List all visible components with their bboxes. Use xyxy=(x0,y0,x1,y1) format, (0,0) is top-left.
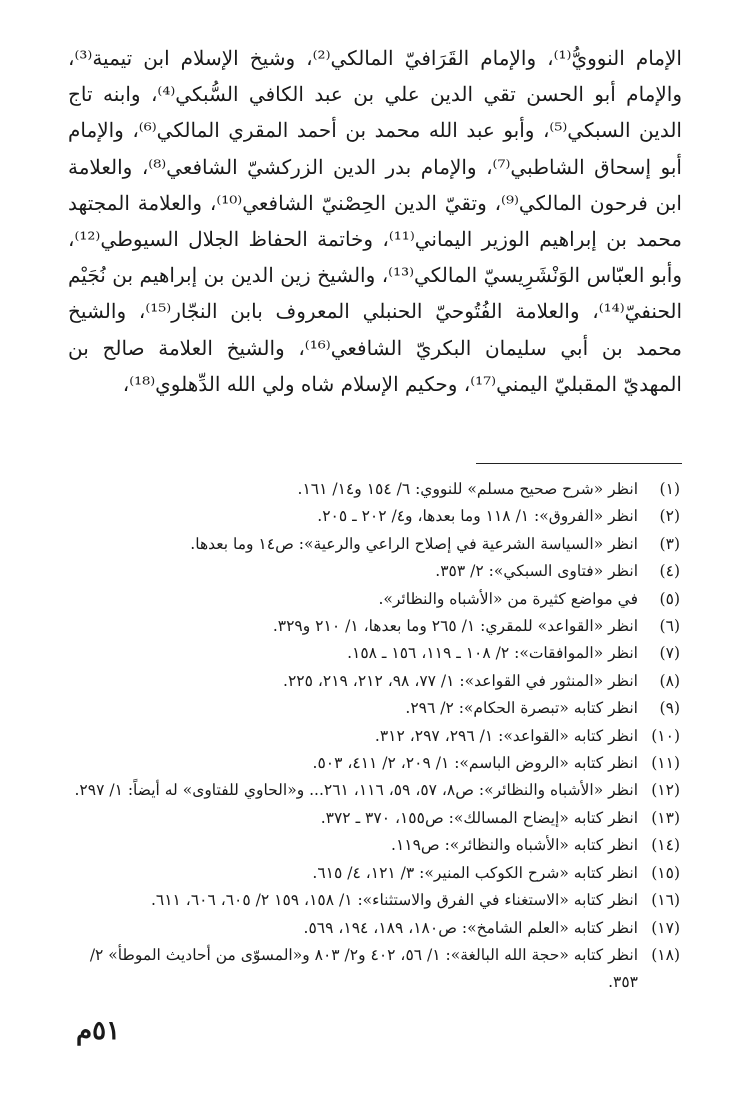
footnote-item xyxy=(60,640,680,667)
footnote-number: (١٦) xyxy=(651,891,680,910)
footnote-number: (٨) xyxy=(659,671,680,690)
footnote-number: (١٤) xyxy=(651,836,680,855)
body-line: وأبو العبّاس الوَنْشَرِيسيّ المالكي⁽¹³⁾، والشيخ زين الدين بن إبراهيم بن نُجَيْم xyxy=(68,263,682,288)
footnote-item xyxy=(60,503,680,530)
footnote-text: انظر كتابه «القواعد»: ١/ ٢٩٦، ٢٩٧، ٣١٢. xyxy=(374,726,638,745)
body-paragraph xyxy=(68,40,682,402)
footnote-text: انظر كتابه «العلم الشامخ»: ص١٨٠، ١٨٩، ١٩٤، ٥٦٩. xyxy=(303,918,638,937)
body-line: المهديّ المقبليّ اليمني⁽¹⁷⁾، وحكيم الإسلام شاه ولي الله الدِّهلوي⁽¹⁸⁾، xyxy=(122,371,682,396)
footnote-item xyxy=(60,668,680,695)
footnote-number: (٩) xyxy=(659,699,680,718)
footnote-item xyxy=(60,805,680,832)
body-line: محمد بن أبي سليمان البكريّ الشافعي⁽¹⁶⁾، والشيخ العلامة صالح بن xyxy=(68,335,682,360)
footnote-number: (١٥) xyxy=(651,863,680,882)
footnote-number: (١) xyxy=(659,480,680,498)
footnote-text: انظر «السياسة الشرعية في إصلاح الراعي والرعية»: ص١٤ وما بعدها. xyxy=(190,534,638,553)
footnote-text: انظر كتابه «حجة الله البالغة»: ١/ ٥٦، ٤٠٢ و٢/ ٨٠٣ و«المسوّى من أحاديث الموطأ» ٢/ ٣٥٣. xyxy=(89,945,638,992)
footnote-item xyxy=(60,613,680,640)
footnote-item xyxy=(60,887,680,914)
footnote-separator xyxy=(476,463,682,464)
footnote-item xyxy=(60,777,680,804)
footnote-number: (١٧) xyxy=(651,918,680,937)
body-line: والإمام أبو الحسن تقي الدين علي بن عبد الكافي السُّبكي⁽⁴⁾، وابنه تاج xyxy=(68,82,682,107)
footnote-item xyxy=(60,586,680,613)
footnote-text: انظر كتابه «تبصرة الحكام»: ٢/ ٢٩٦. xyxy=(405,699,638,718)
footnote-number: (٥) xyxy=(659,589,680,608)
footnote-text: انظر كتابه «إيضاح المسالك»: ص١٥٥، ٣٧٠ ـ ٣٧٢. xyxy=(320,808,638,827)
footnote-text: انظر «الموافقات»: ٢/ ١٠٨ ـ ١١٩، ١٥٦ ـ ١٥٨. xyxy=(347,644,638,663)
footnote-text: انظر «الأشباه والنظائر»: ص٨، ٥٧، ٥٩، ١١٦، ٢٦١... و«الحاوي للفتاوى» له أيضاً: ١/ ٢٩٧. xyxy=(74,781,638,800)
footnote-text: انظر كتابه «الاستغناء في الفرق والاستثناء»: ١/ ١٥٨، ١٥٩ ٢/ ٦٠٥، ٦٠٦، ٦١١. xyxy=(150,891,638,910)
footnote-number: (٣) xyxy=(659,534,680,553)
footnote-number: (٧) xyxy=(659,644,680,663)
footnote-number: (١٢) xyxy=(651,781,680,800)
main-text-block xyxy=(68,40,682,402)
footnote-item xyxy=(60,723,680,750)
footnote-item xyxy=(60,832,680,859)
footnote-item xyxy=(60,695,680,722)
footnote-number: (١٨) xyxy=(651,945,680,964)
footnote-item xyxy=(60,750,680,777)
footnote-number: (١٣) xyxy=(651,808,680,827)
footnote-text: انظر كتابه «الروض الباسم»: ١/ ٢٠٩، ٢/ ٤١١، ٥٠٣. xyxy=(312,754,638,773)
footnote-text: انظر «شرح صحيح مسلم» للنووي: ٦/ ١٥٤ و١٤/ ١٦١. xyxy=(297,480,638,498)
footnote-item xyxy=(60,915,680,942)
footnote-number: (١١) xyxy=(651,754,680,773)
footnote-number: (٢) xyxy=(659,507,680,526)
body-line: ابن فرحون المالكي⁽⁹⁾، وتقيّ الدين الحِصْنيّ الشافعي⁽¹⁰⁾، والعلامة المجتهد xyxy=(68,190,682,215)
body-line: أبو إسحاق الشاطبي⁽⁷⁾، والإمام بدر الدين الزركشيّ الشافعي⁽⁸⁾، والعلامة xyxy=(68,154,682,179)
footnote-number: (١٠) xyxy=(651,726,680,745)
footnote-text: انظر كتابه «الأشباه والنظائر»: ص١١٩. xyxy=(391,836,638,855)
footnote-text: انظر «فتاوى السبكي»: ٢/ ٣٥٣. xyxy=(435,562,638,581)
footnote-item xyxy=(60,476,680,503)
footnote-item xyxy=(60,860,680,887)
footnote-text: في مواضع كثيرة من «الأشباه والنظائر». xyxy=(378,589,638,608)
footnote-number: (٤) xyxy=(659,562,680,581)
footnote-item xyxy=(60,558,680,585)
footnote-number: (٦) xyxy=(659,617,680,636)
body-line: الدين السبكي⁽⁵⁾، وأبو عبد الله محمد بن أحمد المقري المالكي⁽⁶⁾، والإمام xyxy=(68,118,682,143)
footnote-text: انظر كتابه «شرح الكوكب المنير»: ٣/ ١٢١، ٤/ ٦١٥. xyxy=(312,863,638,882)
footnote-text: انظر «القواعد» للمقري: ١/ ٢٦٥ وما بعدها، ١/ ٢١٠ و٣٢٩. xyxy=(272,617,638,636)
footnote-item xyxy=(60,531,680,558)
footnote-item xyxy=(60,942,680,997)
body-line: الإمام النوويُّ⁽¹⁾، والإمام القَرَافيّ المالكي⁽²⁾، وشيخ الإسلام ابن تيمية⁽³⁾، xyxy=(68,46,682,70)
body-line: محمد بن إبراهيم الوزير اليماني⁽¹¹⁾، وخاتمة الحفاظ الجلال السيوطي⁽¹²⁾، xyxy=(68,226,682,251)
body-line: الحنفيّ⁽¹⁴⁾، والعلامة الفُتُوحيّ الحنبلي المعروف بابن النجّار⁽¹⁵⁾، والشيخ xyxy=(68,299,682,324)
footnote-text: انظر «المنثور في القواعد»: ١/ ٧٧، ٩٨، ٢١٢، ٢١٩، ٢٢٥. xyxy=(283,671,638,690)
footnotes-list xyxy=(60,476,680,997)
page-number: ٥١م xyxy=(76,1016,121,1046)
footnote-text: انظر «الفروق»: ١/ ١١٨ وما بعدها، و٤/ ٢٠٢ ـ ٢٠٥. xyxy=(317,507,638,526)
